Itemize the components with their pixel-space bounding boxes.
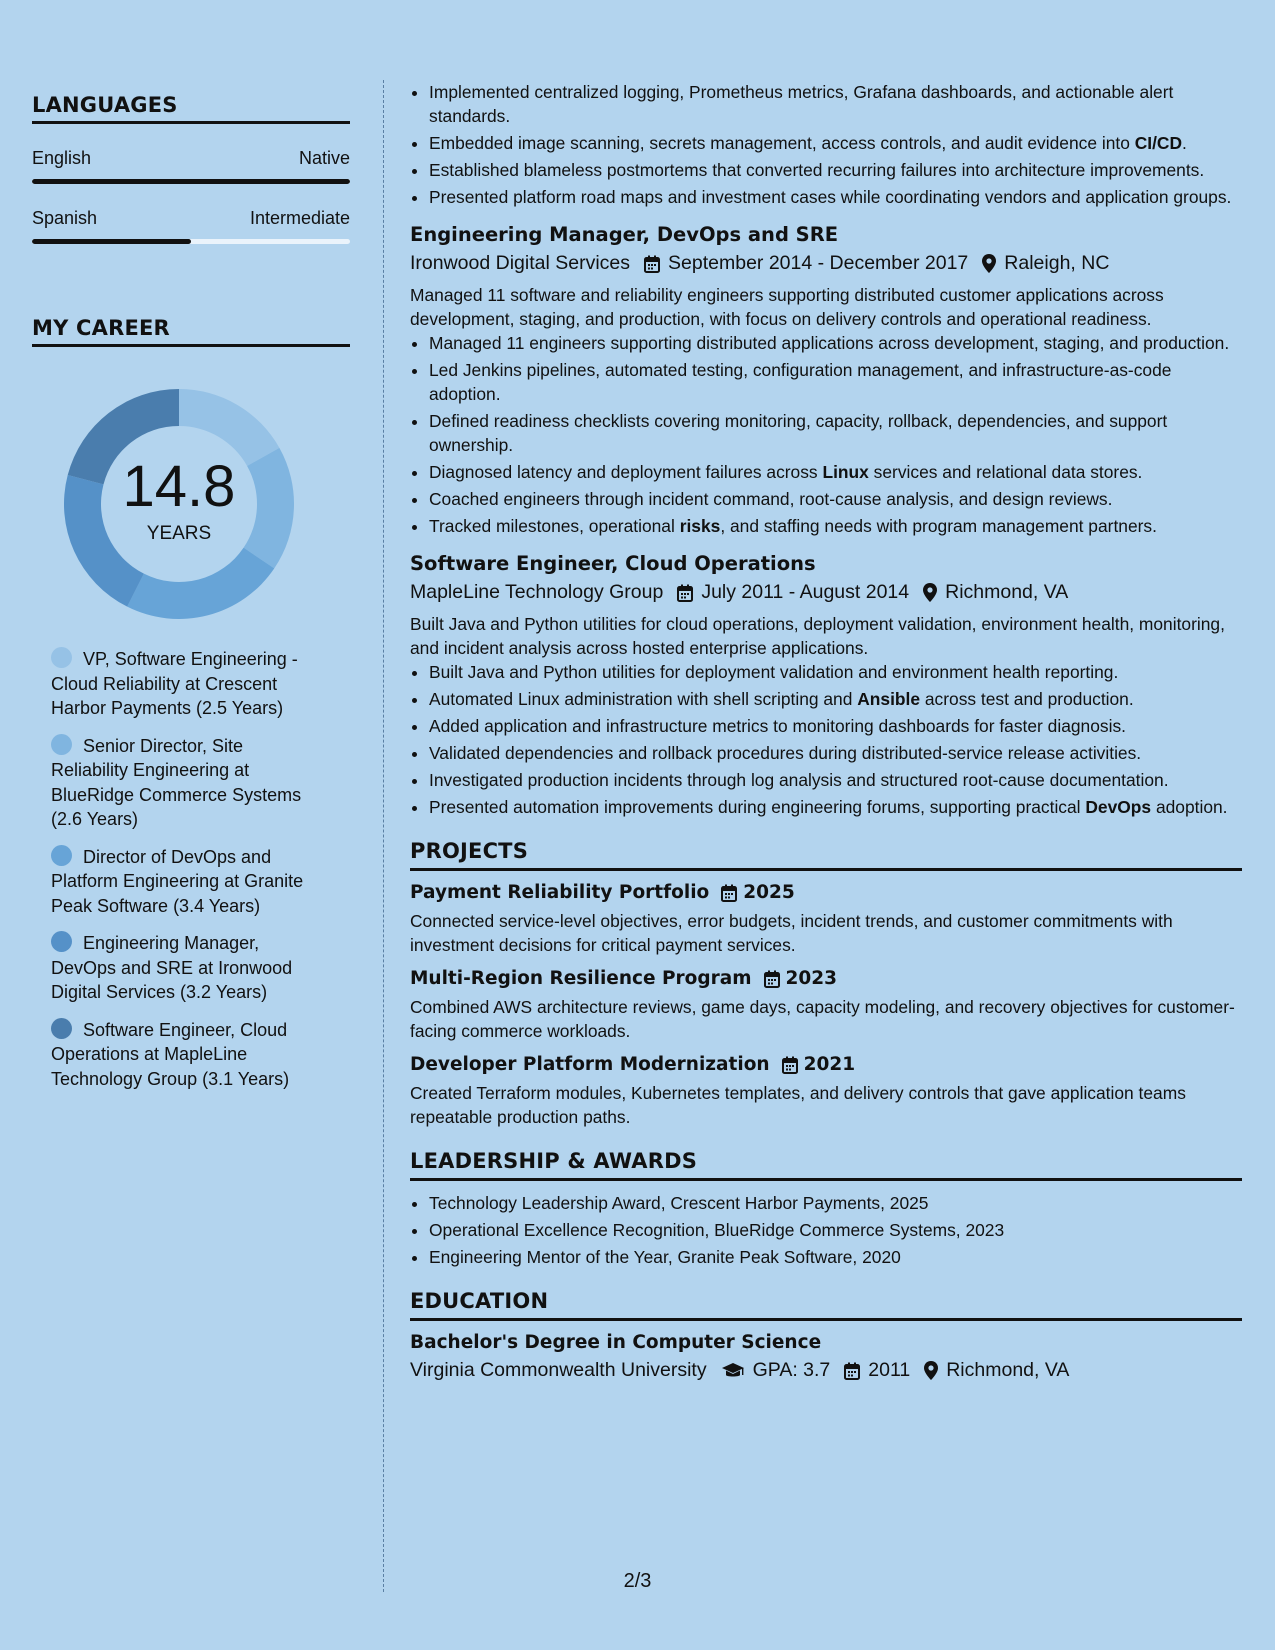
career-legend-label: Software Engineer, Cloud Operations at MapleLine Technology Group (3.1 Years)	[51, 1019, 290, 1089]
page-number: 2/3	[623, 1570, 652, 1592]
language-row	[32, 148, 350, 169]
career-legend-label: Engineering Manager, DevOps and SRE at Ironwood Digital Services (3.2 Years)	[51, 933, 293, 1002]
bullet-item: • Defined readiness checklists covering monitoring, capacity, rollback, dependencies, and support ownership.	[429, 409, 1242, 457]
language-name: Spanish	[32, 208, 98, 228]
gpa: GPA: 3.7	[752, 1359, 831, 1381]
calendar-icon	[782, 1056, 798, 1074]
career-legend-item	[51, 845, 313, 919]
language-level: Native	[298, 148, 350, 168]
calendar-icon	[764, 970, 780, 988]
column-divider	[383, 80, 384, 1592]
bullet-emphasis: Ansible	[857, 689, 921, 709]
map-pin-icon	[982, 254, 996, 273]
education-meta	[410, 1359, 1242, 1382]
calendar-icon	[677, 584, 693, 602]
project-title	[410, 882, 1242, 903]
bullet-emphasis: DevOps	[1085, 797, 1152, 817]
calendar-icon	[844, 1362, 860, 1380]
bullet-item: • Added application and infrastructure metrics to monitoring dashboards for faster diagnosis.	[429, 714, 1242, 738]
language-name: English	[32, 148, 92, 168]
job-summary: Managed 11 software and reliability engineers supporting distributed customer applications across development, staging, and production, with focus on delivery controls and operational readiness.	[410, 285, 1164, 329]
award-item: • Engineering Mentor of the Year, Granite Peak Software, 2020	[429, 1245, 1242, 1269]
awards-heading: LEADERSHIP & AWARDS	[410, 1149, 1242, 1181]
project-year: 2023	[785, 968, 838, 989]
language-proficiency-bar	[32, 179, 350, 184]
bullet-item: • Investigated production incidents through log analysis and structured root-cause documentation.	[429, 768, 1242, 792]
map-pin-icon	[924, 1361, 938, 1380]
bullet-item: • Managed 11 engineers supporting distributed applications across development, staging, and production.	[429, 331, 1242, 355]
project-description: Combined AWS architecture reviews, game days, capacity modeling, and recovery objectives for customer-facing commerce workloads.	[410, 997, 1235, 1041]
award-item: • Operational Excellence Recognition, BlueRidge Commerce Systems, 2023	[429, 1218, 1242, 1242]
job-meta	[410, 252, 1242, 275]
project-title	[410, 1054, 1242, 1075]
project-title	[410, 968, 1242, 989]
languages-heading: LANGUAGES	[32, 93, 350, 124]
job-entry	[410, 552, 1242, 819]
sidebar	[32, 93, 350, 1104]
awards-list	[410, 1191, 1242, 1269]
job-location: Richmond, VA	[945, 581, 1069, 603]
job-meta	[410, 581, 1242, 604]
job-bullets	[410, 331, 1242, 538]
job-bullets	[410, 660, 1242, 819]
bullet-item: • Tracked milestones, operational risks, and staffing needs with program management partners.	[429, 514, 1242, 538]
career-legend-item	[51, 647, 313, 721]
awards-section	[410, 1149, 1242, 1269]
project-name: Developer Platform Modernization	[410, 1054, 770, 1075]
graduation-cap-icon	[721, 1362, 745, 1380]
projects-section	[410, 839, 1242, 1129]
previous-job-bullets	[410, 80, 1242, 209]
career-legend-label: VP, Software Engineering - Cloud Reliability at Crescent Harbor Payments (2.5 Years)	[51, 649, 298, 718]
project-name: Multi-Region Resilience Program	[410, 968, 752, 989]
bullet-item: • Coached engineers through incident command, root-cause analysis, and design reviews.	[429, 487, 1242, 511]
bullet-item: • Presented platform road maps and investment cases while coordinating vendors and application groups.	[429, 185, 1242, 209]
projects-heading: PROJECTS	[410, 839, 1242, 871]
job-location: Raleigh, NC	[1004, 252, 1110, 274]
bullet-item: • Automated Linux administration with shell scripting and Ansible across test and production.	[429, 687, 1242, 711]
career-legend-dot	[51, 647, 72, 668]
career-legend-dot	[51, 1018, 72, 1039]
bullet-emphasis: CI/CD	[1134, 133, 1183, 153]
career-donut-slice	[127, 548, 274, 619]
career-heading: MY CAREER	[32, 316, 350, 347]
language-row	[32, 208, 350, 229]
career-donut-chart	[64, 389, 294, 619]
calendar-icon	[644, 255, 660, 273]
bullet-item: • Established blameless postmortems that converted recurring failures into architecture improvements.	[429, 158, 1242, 182]
language-proficiency-fill	[32, 239, 191, 244]
graduation-year: 2011	[868, 1359, 911, 1381]
career-legend-item	[51, 931, 313, 1005]
career-legend-dot	[51, 845, 72, 866]
degree-title: Bachelor's Degree in Computer Science	[410, 1332, 822, 1353]
bullet-item: • Built Java and Python utilities for deployment validation and environment health reporting.	[429, 660, 1242, 684]
project-description: Connected service-level objectives, error budgets, incident trends, and customer commitments with investment decisions for critical payment services.	[410, 911, 1173, 955]
experience-list	[410, 223, 1242, 819]
job-title: Engineering Manager, DevOps and SRE	[410, 223, 839, 246]
school-location: Richmond, VA	[946, 1359, 1070, 1381]
company-name: Ironwood Digital Services	[410, 252, 631, 274]
language-proficiency-fill	[32, 179, 350, 184]
career-legend-label: Senior Director, Site Reliability Engineering at BlueRidge Commerce Systems (2.6 Years)	[51, 735, 302, 829]
bullet-item: • Led Jenkins pipelines, automated testing, configuration management, and infrastructure-as-code adoption.	[429, 358, 1242, 406]
map-pin-icon	[923, 583, 937, 602]
career-legend-item	[51, 1018, 313, 1092]
bullet-emphasis: risks	[679, 516, 721, 536]
language-level: Intermediate	[249, 208, 350, 228]
career-total-years: 14.8	[122, 454, 236, 519]
career-legend	[51, 647, 313, 1091]
education-section	[410, 1289, 1242, 1382]
bullet-item: • Presented automation improvements during engineering forums, supporting practical DevOps adoption.	[429, 795, 1242, 819]
bullet-emphasis: Linux	[822, 462, 869, 482]
calendar-icon	[721, 884, 737, 902]
project-name: Payment Reliability Portfolio	[410, 882, 710, 903]
project-year: 2021	[803, 1054, 856, 1075]
main-content	[410, 80, 1242, 1382]
language-proficiency-bar	[32, 239, 350, 244]
job-entry	[410, 223, 1242, 538]
career-legend-dot	[51, 931, 72, 952]
award-item: • Technology Leadership Award, Crescent Harbor Payments, 2025	[429, 1191, 1242, 1215]
career-legend-label: Director of DevOps and Platform Engineering at Granite Peak Software (3.4 Years)	[51, 846, 304, 916]
job-dates: September 2014 - December 2017	[668, 252, 969, 274]
bullet-item: • Diagnosed latency and deployment failures across Linux services and relational data stores.	[429, 460, 1242, 484]
projects-list	[410, 882, 1242, 1129]
education-heading: EDUCATION	[410, 1289, 1242, 1321]
project-year: 2025	[743, 882, 795, 903]
job-summary: Built Java and Python utilities for cloud operations, deployment validation, environment health, monitoring, and incident analysis across hosted enterprise applications.	[410, 614, 1225, 658]
bullet-item: • Validated dependencies and rollback procedures during distributed-service release activities.	[429, 741, 1242, 765]
career-legend-dot	[51, 734, 72, 755]
career-years-label: YEARS	[146, 523, 212, 544]
company-name: MapleLine Technology Group	[410, 581, 664, 603]
job-title: Software Engineer, Cloud Operations	[410, 552, 816, 575]
job-dates: July 2011 - August 2014	[701, 581, 910, 603]
project-description: Created Terraform modules, Kubernetes templates, and delivery controls that gave application teams repeatable production paths.	[410, 1083, 1186, 1127]
languages-list	[32, 148, 350, 244]
career-legend-item	[51, 734, 313, 832]
school-name: Virginia Commonwealth University	[410, 1359, 707, 1381]
bullet-item: • Embedded image scanning, secrets management, access controls, and audit evidence into CI/CD.	[429, 131, 1242, 155]
bullet-item: • Implemented centralized logging, Prometheus metrics, Grafana dashboards, and actionable alert standards.	[429, 80, 1242, 128]
